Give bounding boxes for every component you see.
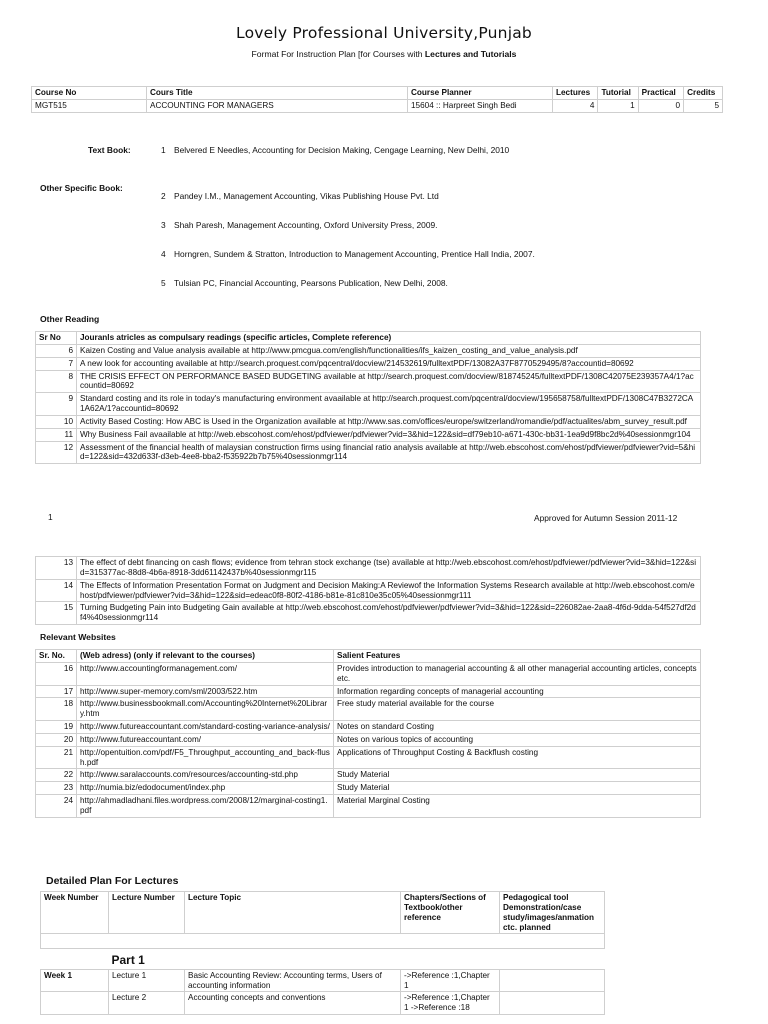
book-entry: Horngren, Sundem & Stratton, Introduction to Management Accounting, Prentice Hall India, 2007.	[174, 249, 535, 259]
lecture-topic: Basic Accounting Review: Accounting terms, Users of accounting information	[185, 969, 401, 992]
text-book-entry: Belvered E Needles, Accounting for Decision Making, Cengage Learning, New Delhi, 2010	[174, 145, 510, 155]
other-reading-label: Other Reading	[40, 314, 100, 324]
row-number: 16	[36, 662, 77, 685]
row-number: 18	[36, 698, 77, 721]
lecture-reference: ->Reference :1,Chapter 1 ->Reference :18	[401, 992, 500, 1015]
websites-label: Relevant Websites	[40, 632, 116, 642]
chapters-header: Chapters/Sections of Textbook/other reference	[401, 892, 500, 934]
website-feature: Information regarding concepts of managerial accounting	[334, 685, 701, 698]
course-title-header: Cours Title	[147, 87, 408, 100]
format-subtitle	[0, 49, 768, 59]
course-planner: 15604 :: Harpreet Singh Bedi	[408, 99, 553, 112]
table-row	[41, 969, 605, 992]
row-number: 12	[36, 441, 77, 464]
lectures-header: Lectures	[553, 87, 598, 100]
book-num: 5	[161, 278, 166, 288]
table-row	[36, 795, 701, 818]
course-table	[31, 86, 723, 113]
row-number: 19	[36, 721, 77, 734]
table-row	[36, 579, 701, 602]
course-header-row	[32, 87, 723, 100]
lecture-plan-table	[40, 891, 605, 1015]
book-num: 4	[161, 249, 166, 259]
table-row	[36, 746, 701, 769]
row-number: 13	[36, 557, 77, 580]
website-feature: Free study material available for the course	[334, 698, 701, 721]
reading-continued-table	[35, 556, 701, 625]
sr-no-header: Sr No	[36, 332, 77, 345]
pedagogical-tool	[500, 969, 605, 992]
sr-no-header: Sr. No.	[36, 650, 77, 663]
reading-entry: Kaizen Costing and Value analysis available at http://www.pmcgua.com/english/functionalities/ifs_kaizen_costing_and_value_analysis.pdf	[77, 344, 701, 357]
tutorial-header: Tutorial	[598, 87, 638, 100]
reading-header-row	[36, 332, 701, 345]
reading-entry: Activity Based Costing: How ABC is Used in the Organization available at http://www.sas.com/offices/europe/switzerland/romandie/pdf/actualites/abm_survey_result.pdf	[77, 415, 701, 428]
spacer-row	[41, 934, 605, 949]
row-number: 24	[36, 795, 77, 818]
row-number: 10	[36, 415, 77, 428]
website-url[interactable]: http://opentuition.com/pdf/F5_Throughput_accounting_and_back-flush.pdf	[77, 746, 334, 769]
article-header: Jouranls atricles as compulsary readings (specific articles, Complete reference)	[77, 332, 701, 345]
part-title: Part 1	[109, 949, 605, 969]
table-row	[36, 602, 701, 625]
practical-header: Practical	[638, 87, 683, 100]
credits-value: 5	[684, 99, 723, 112]
book-entry: Shah Paresh, Management Accounting, Oxford University Press, 2009.	[174, 220, 438, 230]
websites-header-row	[36, 650, 701, 663]
table-row	[41, 992, 605, 1015]
table-row	[36, 733, 701, 746]
reading-entry: Turning Budgeting Pain into Budgeting Gain available at http://web.ebscohost.com/ehost/pdfviewer/pdfviewer?vid=3&hid=122&sid=226082ae-2aa8-4f6d-9dda-54f527df2df4%40sessionmgr114	[77, 602, 701, 625]
web-address-header: (Web adress) (only if relevant to the courses)	[77, 650, 334, 663]
website-url[interactable]: http://numia.biz/edodocument/index.php	[77, 782, 334, 795]
website-url[interactable]: http://www.accountingformanagement.com/	[77, 662, 334, 685]
text-book-num: 1	[161, 145, 166, 155]
website-url[interactable]: http://www.futureaccountant.com/standard-costing-variance-analysis/	[77, 721, 334, 734]
credits-header: Credits	[684, 87, 723, 100]
lecture-topic-header: Lecture Topic	[185, 892, 401, 934]
website-feature: Applications of Throughput Costing & Backflush costing	[334, 746, 701, 769]
table-row	[36, 415, 701, 428]
website-url[interactable]: http://ahmadladhani.files.wordpress.com/2008/12/marginal-costing1.pdf	[77, 795, 334, 818]
lecture-number-header: Lecture Number	[109, 892, 185, 934]
lecture-topic: Accounting concepts and conventions	[185, 992, 401, 1015]
week-number-header: Week Number	[41, 892, 109, 934]
website-feature: Material Marginal Costing	[334, 795, 701, 818]
reading-entry: A new look for accounting available at http://search.proquest.com/pqcentral/docview/214532619/fulltextPDF/13082A37F8770529495/8?accountid=80692	[77, 357, 701, 370]
row-number: 8	[36, 370, 77, 393]
format-bold: Lectures and Tutorials	[424, 49, 517, 59]
website-feature: Provides introduction to managerial accounting & all other managerial accounting articles, concepts etc.	[334, 662, 701, 685]
row-number: 20	[36, 733, 77, 746]
course-title: ACCOUNTING FOR MANAGERS	[147, 99, 408, 112]
table-row	[36, 662, 701, 685]
website-url[interactable]: http://www.super-memory.com/sml/2003/522.htm	[77, 685, 334, 698]
table-row	[36, 344, 701, 357]
tutorial-value: 1	[598, 99, 638, 112]
lecture-reference: ->Reference :1,Chapter 1	[401, 969, 500, 992]
approval-note: Approved for Autumn Session 2011-12	[534, 513, 678, 523]
table-row	[36, 685, 701, 698]
pedagogical-tool	[500, 992, 605, 1015]
practical-value: 0	[638, 99, 683, 112]
table-row	[36, 698, 701, 721]
website-feature: Study Material	[334, 782, 701, 795]
week-number	[41, 992, 109, 1015]
table-row	[36, 782, 701, 795]
reading-table	[35, 331, 701, 464]
week-number: Week 1	[41, 969, 109, 992]
page-number: 1	[48, 512, 53, 522]
row-number: 6	[36, 344, 77, 357]
website-url[interactable]: http://www.businessbookmall.com/Accounting%20Internet%20Library.htm	[77, 698, 334, 721]
course-planner-header: Course Planner	[408, 87, 553, 100]
table-row	[36, 370, 701, 393]
table-row	[36, 769, 701, 782]
lecture-plan-label: Detailed Plan For Lectures	[46, 875, 179, 887]
website-url[interactable]: http://www.saralaccounts.com/resources/accounting-std.php	[77, 769, 334, 782]
reading-entry: Why Business Fail avaailable at http://web.ebscohost.com/ehost/pdfviewer/pdfviewer?vid=3&hid=122&sid=df79eb10-a671-430c-bb31-1ea9d9f8bc2d%40sessionmgr104	[77, 428, 701, 441]
format-prefix: Format For Instruction Plan [for Courses with	[251, 49, 425, 59]
website-url[interactable]: http://www.futureaccountant.com/	[77, 733, 334, 746]
lecture-number: Lecture 1	[109, 969, 185, 992]
website-feature: Notes on various topics of accounting	[334, 733, 701, 746]
row-number: 21	[36, 746, 77, 769]
table-row	[36, 721, 701, 734]
pedagogical-header: Pedagogical tool Demonstration/case study/images/anmation ctc. planned	[500, 892, 605, 934]
lectures-value: 4	[553, 99, 598, 112]
course-no: MGT515	[32, 99, 147, 112]
row-number: 22	[36, 769, 77, 782]
book-num: 3	[161, 220, 166, 230]
course-row	[32, 99, 723, 112]
row-number: 15	[36, 602, 77, 625]
websites-table	[35, 649, 701, 818]
row-number: 14	[36, 579, 77, 602]
salient-features-header: Salient Features	[334, 650, 701, 663]
course-no-header: Course No	[32, 87, 147, 100]
reading-entry: THE CRISIS EFFECT ON PERFORMANCE BASED BUDGETING available at http://search.proquest.com/docview/818745245/fulltextPDF/1308C42075E239357A4/1?accountid=80692	[77, 370, 701, 393]
book-entry: Tulsian PC, Financial Accounting, Pearsons Publication, New Delhi, 2008.	[174, 278, 448, 288]
book-entry: Pandey I.M., Management Accounting, Vikas Publishing House Pvt. Ltd	[174, 191, 439, 201]
table-row	[36, 357, 701, 370]
other-books-label: Other Specific Book:	[40, 183, 123, 193]
table-row	[36, 557, 701, 580]
reading-entry: The effect of debt financing on cash flows; evidence from tehran stock exchange (tse) available at http://web.ebscohost.com/ehost/pdfviewer/pdfviewer?vid=3&hid=122&sid=315377ac-88d8-4b6a-8918-3dd61142437b%40sessionmgr115	[77, 557, 701, 580]
table-row	[36, 393, 701, 416]
row-number: 9	[36, 393, 77, 416]
row-number: 23	[36, 782, 77, 795]
part-row	[41, 949, 605, 969]
reading-entry: The Effects of Information Presentation Format on Judgment and Decision Making:A Reviewof the Information Systems Research available at http://web.ebscohost.com/ehost/pdfviewer/pdfviewer?vid=3&hid=122&sid=edeac0f8-80f2-4186-b81e-81c810e35c05%40sessionmgr111	[77, 579, 701, 602]
row-number: 11	[36, 428, 77, 441]
reading-entry: Standard costing and its role in today's manufacturing environment avaailable at http://search.proquest.com/pqcentral/docview/195658758/fulltextPDF/1308C47B3272CA1A62A/1?accountid=80692	[77, 393, 701, 416]
table-row	[36, 441, 701, 464]
website-feature: Notes on standard Costing	[334, 721, 701, 734]
reading-entry: Assessment of the financial health of malaysian construction firms using financial ratio analysis available at http://web.ebscohost.com/ehost/pdfviewer/pdfviewer?vid=5&hid=122&sid=432d633f-d3eb-4ee8-bba2-f535922b7b75%40sessionmgr114	[77, 441, 701, 464]
website-feature: Study Material	[334, 769, 701, 782]
university-title: Lovely Professional University,Punjab	[236, 24, 532, 42]
lecture-number: Lecture 2	[109, 992, 185, 1015]
book-num: 2	[161, 191, 166, 201]
text-book-label: Text Book:	[88, 145, 131, 155]
lecture-header-row	[41, 892, 605, 934]
row-number: 17	[36, 685, 77, 698]
row-number: 7	[36, 357, 77, 370]
table-row	[36, 428, 701, 441]
